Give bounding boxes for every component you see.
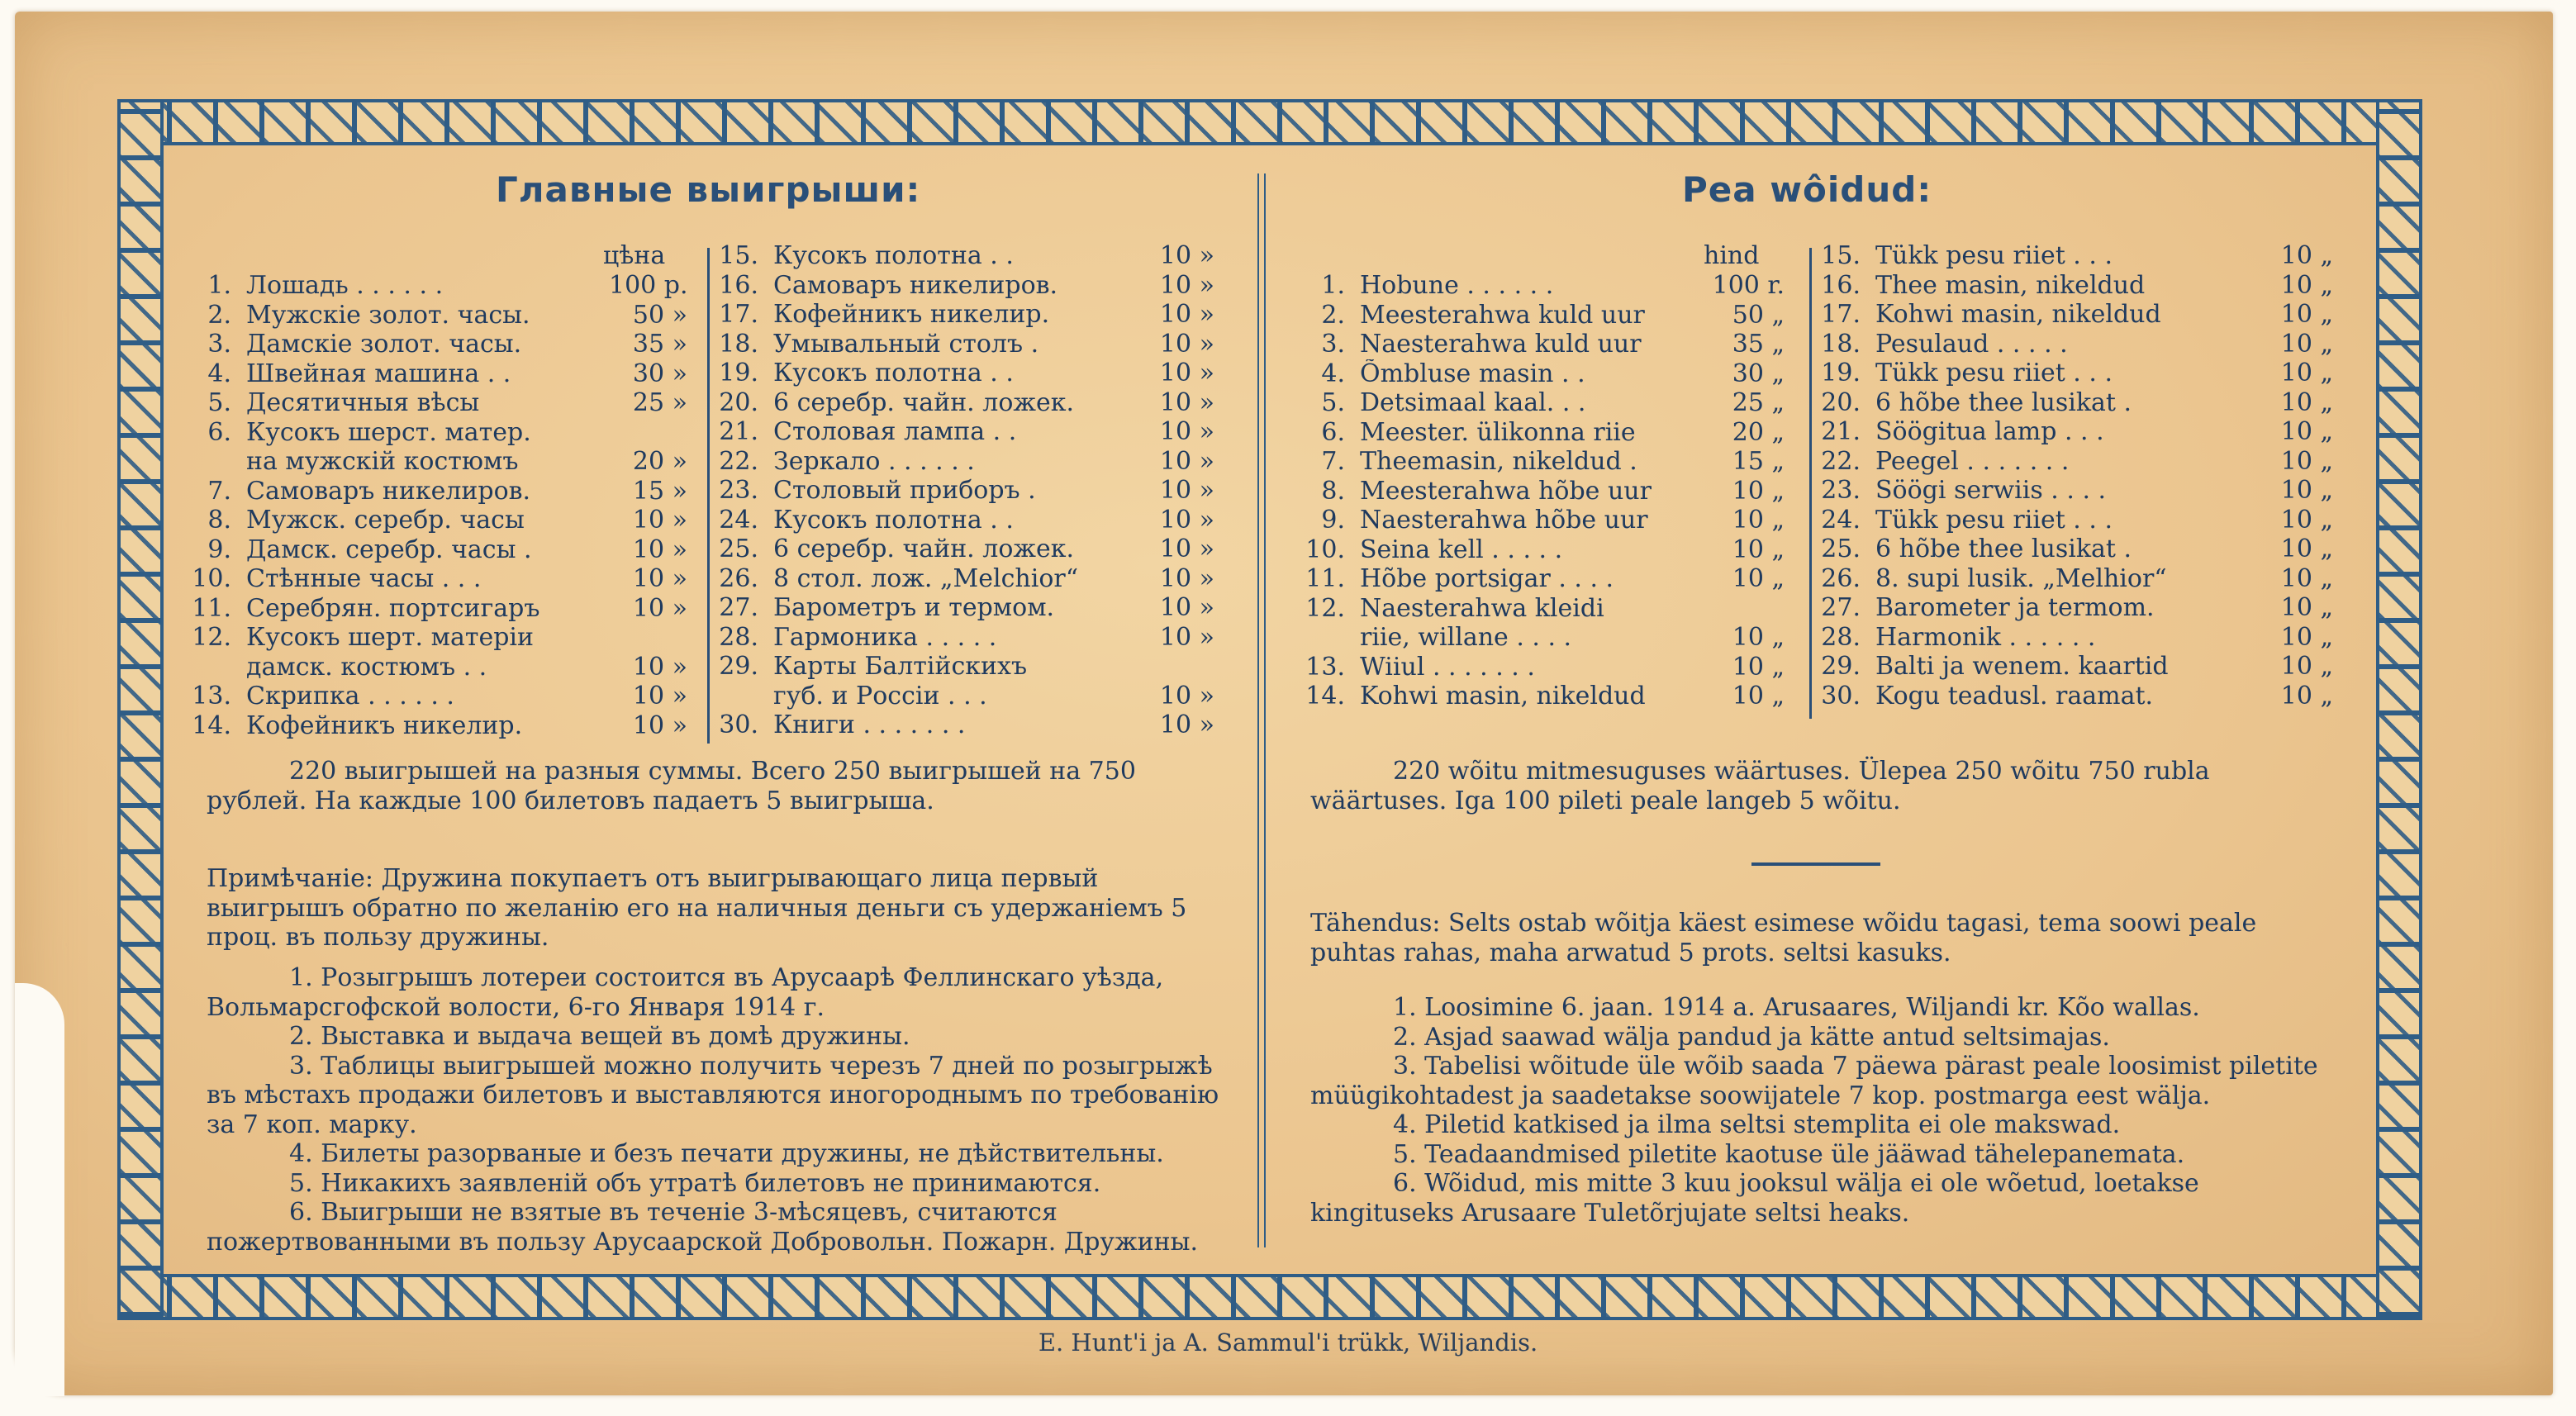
- prize-name: Книги . . . . . . .: [773, 710, 966, 739]
- prize-name: Столовый приборъ .: [773, 476, 1036, 505]
- prize-name: Карты Балтійскихъ: [773, 652, 1028, 681]
- rule-item: 2. Asjad saawad wälja pandud ja kätte antud seltsimajas.: [1393, 1022, 2110, 1052]
- prize-number: [192, 447, 231, 477]
- ru-rules-list: [207, 963, 1223, 1257]
- prize-value: 10 »: [1159, 446, 1214, 476]
- prize-row: [719, 476, 1214, 506]
- prize-value: 10 »: [1159, 476, 1214, 505]
- prize-row: [192, 330, 687, 359]
- prize-name: Кофейникъ никелир.: [773, 300, 1050, 329]
- prize-value: 20 „: [1732, 417, 1785, 447]
- prize-value: 10 „: [2280, 300, 2333, 329]
- prize-value: 10 „: [1732, 682, 1785, 710]
- border-bottom: [117, 1274, 2422, 1320]
- prize-number: 8.: [1321, 476, 1345, 506]
- prize-row: [192, 271, 687, 301]
- rule-item: 3. Tabelisi wõitude üle wõib saada 7 päewa pärast peale loosimist piletite müügikohtadest ja saadetakse soowijatele 7 kop. postmarga eest wälja.: [1310, 1052, 2318, 1110]
- border-top: [117, 99, 2422, 145]
- prize-number: 16.: [1821, 270, 1861, 300]
- prize-row: [1821, 271, 2333, 301]
- prize-value: [1136, 652, 1214, 682]
- prize-number: 28.: [719, 622, 758, 652]
- prize-row: [1821, 388, 2333, 418]
- prize-row: [719, 330, 1214, 359]
- prize-row: [719, 682, 1214, 711]
- rule-item: 5. Никакихъ заявленій объ утратѣ билетовъ не принимаются.: [289, 1168, 1101, 1198]
- prize-name: Naesterahwa kleidi: [1360, 593, 1604, 623]
- prize-number: [719, 682, 758, 711]
- prize-row: [1821, 652, 2333, 682]
- prize-number: 22.: [719, 446, 758, 476]
- prize-name: Seina kell . . . . .: [1360, 535, 1563, 564]
- prize-number: 14.: [192, 710, 231, 740]
- center-divider: [1257, 173, 1266, 1247]
- prize-number: 13.: [1305, 652, 1345, 682]
- ru-summary: 220 выигрышей на разныя суммы. Всего 250 выигрышей на 750 рублей. На каждые 100 билетовъ падаетъ 5 выигрыша.: [207, 757, 1136, 815]
- prize-number: 24.: [1821, 505, 1861, 535]
- ru-note-text: Дружина покупаетъ отъ выигрывающаго лица первый выигрышъ обратно по желанію его на наличныя деньги съ удержаніемъ 5 проц. въ пользу дружины.: [207, 864, 1187, 952]
- prize-name: Лошадь . . . . . .: [246, 271, 444, 300]
- prize-number: 16.: [719, 270, 758, 300]
- prize-number: [192, 653, 231, 682]
- prize-name: Meesterahwa hõbe uur: [1360, 476, 1652, 506]
- prize-name: Дамскіе золот. часы.: [246, 330, 522, 359]
- prize-value: 10 »: [632, 535, 687, 564]
- prize-value: 35 „: [1732, 330, 1785, 359]
- prize-number: 23.: [719, 476, 758, 505]
- prize-row: [1305, 623, 1785, 653]
- prize-name: Мужскіе золот. часы.: [246, 300, 530, 330]
- prize-number: 1.: [207, 271, 231, 300]
- prize-number: 13.: [192, 682, 231, 710]
- rule-item: 6. Wõidud, mis mitte 3 kuu jooksul wälja ei ole wõetud, loetakse kingituseks Arusaare Tuletõrjujate seltsi heaks.: [1310, 1169, 2199, 1228]
- prize-name: Thee masin, nikeldud: [1875, 270, 2146, 300]
- prize-value: 10 »: [1159, 563, 1214, 593]
- prize-name: Умывальный столъ .: [773, 329, 1039, 359]
- prize-number: 14.: [1305, 682, 1345, 710]
- prize-value: 10 „: [2280, 387, 2333, 417]
- prize-number: 29.: [719, 652, 758, 681]
- prize-row: [719, 359, 1214, 388]
- prize-row: [192, 388, 687, 418]
- printer-imprint: E. Hunt'i ja A. Sammul'i trükk, Wiljandis.: [1038, 1328, 1538, 1357]
- prize-row: [719, 271, 1214, 301]
- prize-value: [1706, 594, 1785, 624]
- prize-name: 8. supi lusik. „Melhior“: [1875, 563, 2167, 593]
- prize-number: 18.: [719, 329, 758, 359]
- prize-value: 25 „: [1732, 388, 1785, 417]
- prize-name: Кусокъ полотна . .: [773, 505, 1014, 535]
- prize-number: 18.: [1821, 329, 1861, 359]
- prize-value: 20 »: [632, 447, 687, 476]
- prize-name: Барометръ и термом.: [773, 593, 1055, 622]
- prize-number: 10.: [1305, 535, 1345, 564]
- prize-row: [1305, 359, 1785, 389]
- rule-item: 4. Билеты разорваные и безъ печати дружины, не дѣйствительны.: [289, 1139, 1164, 1168]
- prize-value: 10 »: [1159, 270, 1214, 300]
- prize-number: 19.: [719, 359, 758, 387]
- prize-number: 3.: [1321, 330, 1345, 359]
- prize-number: 2.: [1321, 300, 1345, 330]
- prize-value: 10 »: [1159, 329, 1214, 359]
- prize-number: 1.: [1321, 271, 1345, 300]
- prize-number: 19.: [1821, 359, 1861, 387]
- prize-row: [1821, 359, 2333, 388]
- prize-name: Зеркало . . . . . .: [773, 446, 975, 476]
- prize-row: [192, 623, 687, 653]
- prize-number: 5.: [207, 388, 231, 417]
- prize-value: 50 »: [632, 300, 687, 330]
- prize-name: 6 hõbe thee lusikat .: [1875, 387, 2132, 417]
- prize-row: [1821, 330, 2333, 359]
- prize-row: [1821, 417, 2333, 447]
- prize-row: [719, 593, 1214, 623]
- border-right: [2376, 99, 2422, 1320]
- prize-number: 20.: [719, 387, 758, 417]
- prize-name: Скрипка . . . . . .: [246, 682, 454, 710]
- prize-name: Söögitua lamp . . .: [1875, 417, 2104, 446]
- prize-value: 10 „: [2280, 681, 2333, 710]
- prize-value: 10 „: [2280, 593, 2333, 622]
- prize-row: [192, 418, 687, 448]
- prize-number: 15.: [1821, 241, 1861, 270]
- prize-name: Мужск. серебр. часы: [246, 506, 525, 535]
- et-rules-list: [1310, 993, 2326, 1228]
- prize-name: Meester. ülikonna riie: [1360, 417, 1636, 447]
- prize-name: Wiiul . . . . . . .: [1360, 652, 1535, 682]
- prize-number: 20.: [1821, 387, 1861, 417]
- prize-value: 10 „: [2280, 622, 2333, 652]
- prize-value: 10 „: [2280, 241, 2333, 270]
- prize-number: 29.: [1821, 652, 1861, 681]
- prize-number: 7.: [207, 476, 231, 506]
- prize-row: [1305, 447, 1785, 477]
- prize-value: 10 „: [2280, 270, 2333, 300]
- ru-title: Главные выигрыши:: [496, 169, 921, 210]
- prize-name: Столовая лампа . .: [773, 417, 1017, 446]
- rule-item: 1. Loosimine 6. jaan. 1914 a. Arusaares, Wiljandi kr. Kõo wallas.: [1393, 993, 2200, 1022]
- prize-value: 10 „: [1732, 623, 1785, 652]
- prize-value: 10 »: [632, 564, 687, 593]
- prize-name: дамск. костюмъ . .: [246, 652, 487, 682]
- prize-value: 100 r.: [1712, 271, 1785, 300]
- prize-number: 22.: [1821, 446, 1861, 476]
- prize-number: 26.: [1821, 563, 1861, 593]
- prize-value: 10 »: [632, 710, 687, 740]
- prize-row: [192, 564, 687, 594]
- prize-row: [192, 535, 687, 565]
- et-summary: 220 wõitu mitmesuguses wäärtuses. Ülepea 250 wõitu 750 rubla wäärtuses. Iga 100 pileti peale langeb 5 wõitu.: [1310, 757, 2210, 815]
- prize-name: Peegel . . . . . . .: [1875, 446, 2070, 476]
- prize-name: 8 стол. лож. „Melchior“: [773, 563, 1079, 593]
- prize-name: Кусокъ полотна . .: [773, 359, 1014, 387]
- ru-note: [207, 864, 1223, 953]
- prize-value: 10 „: [2280, 476, 2333, 505]
- prize-number: 9.: [207, 535, 231, 564]
- prize-row: [1821, 447, 2333, 477]
- prize-row: [1305, 418, 1785, 448]
- prize-value: 50 „: [1732, 300, 1785, 330]
- prize-name: Серебрян. портсигаръ: [246, 593, 540, 623]
- prize-row: [192, 359, 687, 389]
- prize-name: на мужскій костюмъ: [246, 447, 519, 476]
- et-note-label: Tähendus:: [1310, 909, 1441, 938]
- prize-name: Tükk pesu riiet . . .: [1875, 505, 2113, 535]
- prize-name: Tükk pesu riiet . . .: [1875, 359, 2113, 387]
- prize-value: 10 »: [1159, 681, 1214, 710]
- prize-value: 10 „: [1732, 652, 1785, 682]
- prize-name: Hobune . . . . . .: [1360, 271, 1554, 300]
- prize-number: 3.: [207, 330, 231, 359]
- prize-number: 5.: [1321, 388, 1345, 417]
- prize-value: 15 »: [632, 476, 687, 506]
- prize-name: Naesterahwa hõbe uur: [1360, 506, 1648, 535]
- prize-value: 10 „: [2280, 505, 2333, 535]
- prize-value: 10 „: [2280, 329, 2333, 359]
- prize-value: 10 »: [1159, 622, 1214, 652]
- prize-name: Гармоника . . . . .: [773, 622, 997, 652]
- prize-name: Дамск. серебр. часы .: [246, 535, 532, 564]
- prize-row: [1821, 623, 2333, 653]
- prize-row: [719, 506, 1214, 535]
- prize-value: 10 „: [2280, 535, 2333, 563]
- prize-row: [1305, 271, 1785, 301]
- prize-name: Самоваръ никелиров.: [246, 476, 531, 506]
- prize-name: Pesulaud . . . . .: [1875, 329, 2068, 359]
- prize-value: 10 »: [1159, 387, 1214, 417]
- prize-name: Naesterahwa kuld uur: [1360, 330, 1642, 359]
- prize-name: Стѣнные часы . . .: [246, 564, 482, 593]
- prize-number: 25.: [1821, 535, 1861, 563]
- prize-number: 30.: [719, 710, 758, 739]
- prize-row: [1305, 564, 1785, 594]
- prize-name: Õmbluse masin . .: [1360, 359, 1585, 388]
- prize-name: Kohwi masin, nikeldud: [1875, 300, 2161, 329]
- prize-value: 10 „: [1732, 476, 1785, 506]
- prize-value: 10 „: [2280, 446, 2333, 476]
- prize-name: 6 серебр. чайн. ложек.: [773, 387, 1075, 417]
- ru-note-label: Примѣчаніе:: [207, 864, 373, 893]
- prize-name: Tükk pesu riiet . . .: [1875, 241, 2113, 270]
- prize-name: Harmonik . . . . . .: [1875, 622, 2096, 652]
- prize-row: [1821, 476, 2333, 506]
- prize-number: [1305, 623, 1345, 653]
- prize-number: 15.: [719, 241, 758, 270]
- prize-row: [192, 711, 687, 741]
- prize-value: [609, 623, 687, 653]
- prize-row: [719, 417, 1214, 447]
- prize-number: 21.: [719, 417, 758, 446]
- prize-name: Kohwi masin, nikeldud: [1360, 682, 1646, 710]
- prize-row: [192, 506, 687, 535]
- prize-name: Barometer ja termom.: [1875, 593, 2155, 622]
- prize-name: Detsimaal kaal. . .: [1360, 388, 1586, 417]
- prize-number: 27.: [719, 593, 758, 622]
- ru-prize-list-left: [192, 271, 687, 740]
- rule-item: 1. Розыгрышъ лотереи состоится въ Арусаарѣ Феллинскаго уѣзда, Вольмарсгофской волости, 6-го Января 1914 г.: [207, 963, 1164, 1022]
- prize-row: [1305, 388, 1785, 418]
- prize-name: Швейная машина . .: [246, 359, 511, 388]
- et-prize-list-right: [1821, 241, 2333, 710]
- prize-name: 6 серебр. чайн. ложек.: [773, 535, 1075, 563]
- prize-number: 12.: [192, 623, 231, 652]
- prize-value: 10 »: [1159, 300, 1214, 329]
- prize-number: 8.: [207, 506, 231, 535]
- prize-name: губ. и Россіи . . .: [773, 681, 987, 710]
- prize-name: Кусокъ шерст. матер.: [246, 417, 531, 447]
- prize-number: 21.: [1821, 417, 1861, 446]
- prize-number: 2.: [207, 300, 231, 330]
- prize-value: 10 „: [1732, 564, 1785, 593]
- prize-name: Theemasin, nikeldud .: [1360, 447, 1637, 476]
- rule-item: 2. Выставка и выдача вещей въ домѣ дружины.: [289, 1022, 910, 1051]
- prize-value: 10 »: [632, 652, 687, 682]
- prize-value: [609, 418, 687, 448]
- prize-name: Balti ja wenem. kaartid: [1875, 652, 2169, 681]
- prize-row: [192, 594, 687, 624]
- prize-name: Söögi serwiis . . . .: [1875, 476, 2107, 505]
- et-title: Pea wôidud:: [1682, 169, 1932, 210]
- et-prize-list-left: [1305, 271, 1785, 711]
- prize-row: [719, 241, 1214, 271]
- prize-row: [1821, 593, 2333, 623]
- prize-name: Кусокъ шерт. матеріи: [246, 623, 534, 652]
- prize-row: [719, 710, 1214, 740]
- prize-number: 11.: [1305, 564, 1345, 593]
- prize-number: 24.: [719, 505, 758, 535]
- prize-number: 4.: [207, 359, 231, 388]
- rule-item: 6. Выигрыши не взятые въ теченіе 3-мѣсяцевъ, считаются пожертвованными въ пользу Арусаарской Добровольн. Пожарн. Дружины.: [207, 1198, 1199, 1257]
- prize-name: riie, willane . . . .: [1360, 623, 1572, 652]
- prize-number: 27.: [1821, 593, 1861, 622]
- ru-list-separator: [707, 248, 710, 744]
- prize-row: [1821, 506, 2333, 535]
- prize-row: [719, 447, 1214, 477]
- prize-row: [1305, 535, 1785, 565]
- prize-name: 6 hõbe thee lusikat .: [1875, 535, 2132, 563]
- prize-row: [192, 447, 687, 477]
- prize-number: 17.: [1821, 300, 1861, 329]
- prize-name: Кофейникъ никелир.: [246, 710, 523, 740]
- prize-value: 35 »: [632, 330, 687, 359]
- prize-row: [1305, 477, 1785, 506]
- prize-row: [192, 301, 687, 330]
- et-list-separator: [1809, 248, 1812, 719]
- prize-number: 10.: [192, 564, 231, 593]
- prize-value: 10 „: [1732, 535, 1785, 564]
- et-separator-rule: [1751, 862, 1880, 866]
- prize-value: 10 „: [1732, 506, 1785, 535]
- prize-row: [1305, 506, 1785, 535]
- et-note: [1310, 909, 2326, 967]
- rule-item: 3. Таблицы выигрышей можно получить черезъ 7 дней по розыгрыжѣ въ мѣстахъ продажи билетовъ и выставляются иногороднымъ по требованію за 7 коп. марку.: [207, 1051, 1219, 1139]
- prize-row: [719, 564, 1214, 594]
- prize-number: 7.: [1321, 447, 1345, 476]
- prize-row: [1821, 535, 2333, 564]
- prize-value: 10 »: [1159, 593, 1214, 622]
- prize-row: [1821, 241, 2333, 271]
- prize-row: [719, 388, 1214, 418]
- prize-value: 10 »: [632, 506, 687, 535]
- prize-number: 17.: [719, 300, 758, 329]
- prize-row: [1821, 564, 2333, 594]
- prize-name: Кусокъ полотна . .: [773, 241, 1014, 270]
- prize-row: [719, 300, 1214, 330]
- prize-row: [1305, 682, 1785, 711]
- prize-row: [1305, 301, 1785, 330]
- prize-number: 9.: [1321, 506, 1345, 535]
- prize-number: 25.: [719, 535, 758, 563]
- prize-row: [192, 477, 687, 506]
- prize-value: 10 »: [1159, 505, 1214, 535]
- prize-row: [1305, 653, 1785, 682]
- prize-value: 15 „: [1732, 447, 1785, 476]
- prize-value: 25 »: [632, 388, 687, 417]
- prize-number: 6.: [207, 417, 231, 447]
- prize-value: 10 »: [632, 682, 687, 710]
- prize-value: 30 »: [632, 359, 687, 388]
- prize-row: [1821, 682, 2333, 711]
- prize-number: 30.: [1821, 681, 1861, 710]
- prize-name: Hõbe portsigar . . . .: [1360, 564, 1614, 593]
- prize-value: 30 „: [1732, 359, 1785, 388]
- prize-number: 4.: [1321, 359, 1345, 388]
- prize-name: Meesterahwa kuld uur: [1360, 300, 1645, 330]
- border-left: [117, 99, 164, 1320]
- et-note-text: Selts ostab wõitja käest esimese wõidu tagasi, tema soowi peale puhtas rahas, maha arwatud 5 prots. seltsi kasuks.: [1310, 909, 2257, 967]
- prize-value: 10 „: [2280, 417, 2333, 446]
- prize-row: [1305, 594, 1785, 624]
- prize-value: 10 »: [632, 593, 687, 623]
- prize-value: 10 „: [2280, 359, 2333, 387]
- prize-row: [719, 652, 1214, 682]
- et-price-header: hind: [1704, 241, 1760, 270]
- prize-name: Kogu teadusl. raamat.: [1875, 681, 2154, 710]
- prize-number: 28.: [1821, 622, 1861, 652]
- prize-row: [192, 653, 687, 682]
- prize-value: 10 »: [1159, 417, 1214, 446]
- rule-item: 5. Teadaandmised piletite kaotuse üle jääwad tähelepanemata.: [1393, 1139, 2185, 1169]
- prize-value: 10 »: [1159, 359, 1214, 387]
- prize-row: [719, 535, 1214, 564]
- prize-row: [719, 623, 1214, 653]
- prize-value: 100 р.: [609, 271, 688, 300]
- rule-item: 4. Piletid katkised ja ilma seltsi stemplita ei ole makswad.: [1393, 1110, 2121, 1139]
- prize-number: 11.: [192, 593, 231, 623]
- prize-number: 6.: [1321, 417, 1345, 447]
- prize-value: 10 „: [2280, 652, 2333, 681]
- prize-value: 10 »: [1159, 535, 1214, 563]
- prize-number: 23.: [1821, 476, 1861, 505]
- prize-number: 26.: [719, 563, 758, 593]
- prize-row: [1305, 330, 1785, 359]
- prize-name: Десятичныя вѣсы: [246, 388, 480, 417]
- prize-row: [1821, 300, 2333, 330]
- prize-number: 12.: [1305, 593, 1345, 623]
- prize-value: 10 »: [1159, 710, 1214, 739]
- prize-name: Самоваръ никелиров.: [773, 270, 1058, 300]
- prize-row: [192, 682, 687, 711]
- prize-value: 10 „: [2280, 563, 2333, 593]
- ru-prize-list-right: [719, 241, 1214, 740]
- ru-price-header: цѣна: [603, 241, 666, 270]
- prize-value: 10 »: [1159, 241, 1214, 270]
